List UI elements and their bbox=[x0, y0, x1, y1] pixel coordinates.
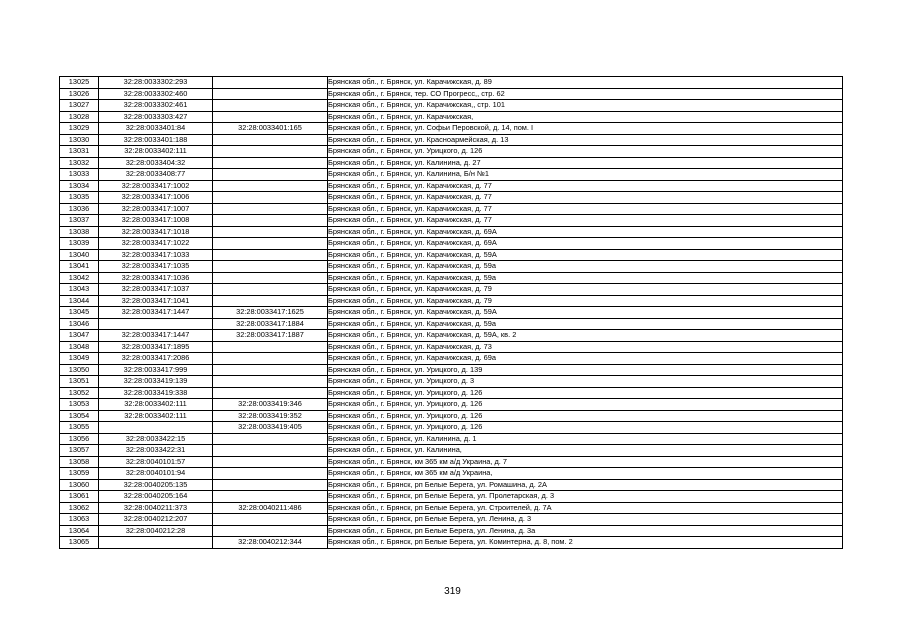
row-number-cell: 13064 bbox=[60, 525, 99, 537]
row-number-cell: 13039 bbox=[60, 238, 99, 250]
registry-table-body bbox=[60, 77, 843, 549]
cadastral-number-cell: 32:28:0033303:427 bbox=[99, 111, 213, 123]
table-row bbox=[60, 537, 843, 549]
table-row bbox=[60, 376, 843, 388]
address-cell: Брянская обл., г. Брянск, ул. Софьи Перовской, д. 14, пом. I bbox=[328, 123, 843, 135]
table-row bbox=[60, 111, 843, 123]
address-cell: Брянская обл., г. Брянск, ул. Карачижская, д. 77 bbox=[328, 203, 843, 215]
parent-cadastral-cell bbox=[213, 226, 328, 238]
parent-cadastral-cell bbox=[213, 215, 328, 227]
address-cell: Брянская обл., г. Брянск, ул. Калинина, д. 1 bbox=[328, 433, 843, 445]
row-number-cell: 13043 bbox=[60, 284, 99, 296]
table-row bbox=[60, 514, 843, 526]
table-row bbox=[60, 445, 843, 457]
row-number-cell: 13026 bbox=[60, 88, 99, 100]
cadastral-number-cell: 32:28:0033402:111 bbox=[99, 410, 213, 422]
address-cell: Брянская обл., г. Брянск, ул. Калинина, д. 27 bbox=[328, 157, 843, 169]
cadastral-number-cell: 32:28:0040205:164 bbox=[99, 491, 213, 503]
parent-cadastral-cell: 32:28:0033417:1884 bbox=[213, 318, 328, 330]
row-number-cell: 13044 bbox=[60, 295, 99, 307]
parent-cadastral-cell: 32:28:0033419:405 bbox=[213, 422, 328, 434]
cadastral-number-cell: 32:28:0033417:1036 bbox=[99, 272, 213, 284]
parent-cadastral-cell: 32:28:0033417:1887 bbox=[213, 330, 328, 342]
parent-cadastral-cell bbox=[213, 491, 328, 503]
table-row bbox=[60, 192, 843, 204]
row-number-cell: 13031 bbox=[60, 146, 99, 158]
parent-cadastral-cell bbox=[213, 249, 328, 261]
row-number-cell: 13056 bbox=[60, 433, 99, 445]
cadastral-number-cell: 32:28:0033417:1033 bbox=[99, 249, 213, 261]
cadastral-number-cell: 32:28:0033401:84 bbox=[99, 123, 213, 135]
address-cell: Брянская обл., г. Брянск, ул. Урицкого, д. 126 bbox=[328, 410, 843, 422]
cadastral-number-cell: 32:28:0033402:111 bbox=[99, 399, 213, 411]
address-cell: Брянская обл., г. Брянск, ул. Карачижская, д. 59а bbox=[328, 261, 843, 273]
cadastral-number-cell: 32:28:0033417:1895 bbox=[99, 341, 213, 353]
cadastral-number-cell: 32:28:0033417:1006 bbox=[99, 192, 213, 204]
cadastral-number-cell: 32:28:0033417:1018 bbox=[99, 226, 213, 238]
table-row bbox=[60, 468, 843, 480]
cadastral-number-cell: 32:28:0033417:1035 bbox=[99, 261, 213, 273]
address-cell: Брянская обл., г. Брянск, ул. Урицкого, д. 3 bbox=[328, 376, 843, 388]
table-row bbox=[60, 169, 843, 181]
row-number-cell: 13049 bbox=[60, 353, 99, 365]
address-cell: Брянская обл., г. Брянск, ул. Карачижская, д. 73 bbox=[328, 341, 843, 353]
parent-cadastral-cell bbox=[213, 353, 328, 365]
table-row bbox=[60, 157, 843, 169]
row-number-cell: 13035 bbox=[60, 192, 99, 204]
address-cell: Брянская обл., г. Брянск, ул. Карачижская, д. 79 bbox=[328, 295, 843, 307]
cadastral-number-cell: 32:28:0033417:1041 bbox=[99, 295, 213, 307]
address-cell: Брянская обл., г. Брянск, рп Белые Берега, ул. Ленина, д. 3 bbox=[328, 514, 843, 526]
parent-cadastral-cell bbox=[213, 180, 328, 192]
cadastral-number-cell: 32:28:0033417:1022 bbox=[99, 238, 213, 250]
address-cell: Брянская обл., г. Брянск, ул. Карачижская, д. 59а bbox=[328, 272, 843, 284]
parent-cadastral-cell bbox=[213, 203, 328, 215]
address-cell: Брянская обл., г. Брянск, ул. Карачижская, д. 69а bbox=[328, 353, 843, 365]
parent-cadastral-cell bbox=[213, 364, 328, 376]
address-cell: Брянская обл., г. Брянск, ул. Карачижская, bbox=[328, 111, 843, 123]
address-cell: Брянская обл., г. Брянск, ул. Карачижская, д. 59а bbox=[328, 318, 843, 330]
address-cell: Брянская обл., г. Брянск, ул. Карачижская, д. 59А bbox=[328, 249, 843, 261]
table-row bbox=[60, 479, 843, 491]
address-cell: Брянская обл., г. Брянск, ул. Урицкого, д. 126 bbox=[328, 387, 843, 399]
address-cell: Брянская обл., г. Брянск, рп Белые Берега, ул. Строителей, д. 7А bbox=[328, 502, 843, 514]
address-cell: Брянская обл., г. Брянск, рп Белые Берега, ул. Ленина, д. 3а bbox=[328, 525, 843, 537]
cadastral-number-cell: 32:28:0033417:1037 bbox=[99, 284, 213, 296]
table-row bbox=[60, 180, 843, 192]
row-number-cell: 13028 bbox=[60, 111, 99, 123]
address-cell: Брянская обл., г. Брянск, ул. Карачижская, д. 69А bbox=[328, 238, 843, 250]
cadastral-number-cell bbox=[99, 537, 213, 549]
cadastral-number-cell: 32:28:0033408:77 bbox=[99, 169, 213, 181]
row-number-cell: 13060 bbox=[60, 479, 99, 491]
row-number-cell: 13050 bbox=[60, 364, 99, 376]
table-row bbox=[60, 399, 843, 411]
row-number-cell: 13051 bbox=[60, 376, 99, 388]
table-row bbox=[60, 295, 843, 307]
table-row bbox=[60, 146, 843, 158]
row-number-cell: 13045 bbox=[60, 307, 99, 319]
cadastral-number-cell: 32:28:0033417:1007 bbox=[99, 203, 213, 215]
row-number-cell: 13027 bbox=[60, 100, 99, 112]
parent-cadastral-cell bbox=[213, 341, 328, 353]
address-cell: Брянская обл., г. Брянск, ул. Карачижская, д. 59А, кв. 2 bbox=[328, 330, 843, 342]
cadastral-number-cell: 32:28:0033402:111 bbox=[99, 146, 213, 158]
table-row bbox=[60, 456, 843, 468]
cadastral-number-cell: 32:28:0033422:15 bbox=[99, 433, 213, 445]
table-row bbox=[60, 307, 843, 319]
address-cell: Брянская обл., г. Брянск, тер. СО Прогресс,, стр. 62 bbox=[328, 88, 843, 100]
parent-cadastral-cell bbox=[213, 238, 328, 250]
row-number-cell: 13041 bbox=[60, 261, 99, 273]
table-row bbox=[60, 100, 843, 112]
table-row bbox=[60, 261, 843, 273]
cadastral-number-cell: 32:28:0040212:207 bbox=[99, 514, 213, 526]
cadastral-number-cell: 32:28:0040205:135 bbox=[99, 479, 213, 491]
table-row bbox=[60, 203, 843, 215]
row-number-cell: 13053 bbox=[60, 399, 99, 411]
cadastral-number-cell: 32:28:0033302:461 bbox=[99, 100, 213, 112]
parent-cadastral-cell bbox=[213, 100, 328, 112]
row-number-cell: 13055 bbox=[60, 422, 99, 434]
address-cell: Брянская обл., г. Брянск, рп Белые Берега, ул. Коминтерна, д. 8, пом. 2 bbox=[328, 537, 843, 549]
cadastral-number-cell bbox=[99, 318, 213, 330]
row-number-cell: 13052 bbox=[60, 387, 99, 399]
parent-cadastral-cell bbox=[213, 468, 328, 480]
address-cell: Брянская обл., г. Брянск, ул. Карачижская, д. 59А bbox=[328, 307, 843, 319]
cadastral-number-cell: 32:28:0033417:1447 bbox=[99, 330, 213, 342]
row-number-cell: 13058 bbox=[60, 456, 99, 468]
row-number-cell: 13025 bbox=[60, 77, 99, 89]
parent-cadastral-cell bbox=[213, 445, 328, 457]
row-number-cell: 13062 bbox=[60, 502, 99, 514]
table-row bbox=[60, 422, 843, 434]
address-cell: Брянская обл., г. Брянск, рп Белые Берега, ул. Пролетарская, д. 3 bbox=[328, 491, 843, 503]
cadastral-number-cell: 32:28:0033419:338 bbox=[99, 387, 213, 399]
cadastral-number-cell: 32:28:0033404:32 bbox=[99, 157, 213, 169]
row-number-cell: 13048 bbox=[60, 341, 99, 353]
cadastral-number-cell: 32:28:0040211:373 bbox=[99, 502, 213, 514]
address-cell: Брянская обл., г. Брянск, ул. Карачижская, д. 79 bbox=[328, 284, 843, 296]
cadastral-number-cell: 32:28:0033302:460 bbox=[99, 88, 213, 100]
row-number-cell: 13036 bbox=[60, 203, 99, 215]
parent-cadastral-cell bbox=[213, 525, 328, 537]
parent-cadastral-cell bbox=[213, 77, 328, 89]
parent-cadastral-cell bbox=[213, 88, 328, 100]
cadastral-number-cell: 32:28:0033417:1008 bbox=[99, 215, 213, 227]
parent-cadastral-cell bbox=[213, 272, 328, 284]
address-cell: Брянская обл., г. Брянск, рп Белые Берега, ул. Ромашина, д. 2А bbox=[328, 479, 843, 491]
table-row bbox=[60, 238, 843, 250]
address-cell: Брянская обл., г. Брянск, ул. Калинина, bbox=[328, 445, 843, 457]
address-cell: Брянская обл., г. Брянск, ул. Карачижская, д. 69А bbox=[328, 226, 843, 238]
row-number-cell: 13059 bbox=[60, 468, 99, 480]
table-row bbox=[60, 318, 843, 330]
parent-cadastral-cell: 32:28:0040212:344 bbox=[213, 537, 328, 549]
address-cell: Брянская обл., г. Брянск, ул. Урицкого, д. 126 bbox=[328, 399, 843, 411]
cadastral-number-cell: 32:28:0033417:2086 bbox=[99, 353, 213, 365]
parent-cadastral-cell bbox=[213, 284, 328, 296]
row-number-cell: 13042 bbox=[60, 272, 99, 284]
table-row bbox=[60, 353, 843, 365]
parent-cadastral-cell bbox=[213, 479, 328, 491]
parent-cadastral-cell bbox=[213, 261, 328, 273]
row-number-cell: 13061 bbox=[60, 491, 99, 503]
table-row bbox=[60, 272, 843, 284]
address-cell: Брянская обл., г. Брянск, ул. Карачижская, д. 77 bbox=[328, 215, 843, 227]
address-cell: Брянская обл., г. Брянск, ул. Калинина, Б/н №1 bbox=[328, 169, 843, 181]
address-cell: Брянская обл., г. Брянск, ул. Карачижская, д. 89 bbox=[328, 77, 843, 89]
table-row bbox=[60, 502, 843, 514]
registry-table bbox=[59, 76, 843, 549]
row-number-cell: 13057 bbox=[60, 445, 99, 457]
cadastral-number-cell: 32:28:0033302:293 bbox=[99, 77, 213, 89]
cadastral-number-cell: 32:28:0033401:188 bbox=[99, 134, 213, 146]
parent-cadastral-cell bbox=[213, 111, 328, 123]
row-number-cell: 13034 bbox=[60, 180, 99, 192]
address-cell: Брянская обл., г. Брянск, км 365 км а/д Украина, д. 7 bbox=[328, 456, 843, 468]
address-cell: Брянская обл., г. Брянск, ул. Красноармейская, д. 13 bbox=[328, 134, 843, 146]
row-number-cell: 13030 bbox=[60, 134, 99, 146]
parent-cadastral-cell bbox=[213, 169, 328, 181]
table-row bbox=[60, 364, 843, 376]
row-number-cell: 13040 bbox=[60, 249, 99, 261]
table-row bbox=[60, 88, 843, 100]
parent-cadastral-cell bbox=[213, 514, 328, 526]
table-row bbox=[60, 491, 843, 503]
parent-cadastral-cell: 32:28:0033401:165 bbox=[213, 123, 328, 135]
address-cell: Брянская обл., г. Брянск, ул. Карачижская,, стр. 101 bbox=[328, 100, 843, 112]
address-cell: Брянская обл., г. Брянск, км 365 км а/д Украина, bbox=[328, 468, 843, 480]
table-row bbox=[60, 433, 843, 445]
parent-cadastral-cell bbox=[213, 433, 328, 445]
cadastral-number-cell: 32:28:0040101:94 bbox=[99, 468, 213, 480]
parent-cadastral-cell: 32:28:0033417:1625 bbox=[213, 307, 328, 319]
parent-cadastral-cell bbox=[213, 456, 328, 468]
table-row bbox=[60, 284, 843, 296]
row-number-cell: 13038 bbox=[60, 226, 99, 238]
table-row bbox=[60, 77, 843, 89]
cadastral-number-cell: 32:28:0033417:999 bbox=[99, 364, 213, 376]
parent-cadastral-cell bbox=[213, 295, 328, 307]
row-number-cell: 13047 bbox=[60, 330, 99, 342]
parent-cadastral-cell: 32:28:0040211:486 bbox=[213, 502, 328, 514]
parent-cadastral-cell bbox=[213, 192, 328, 204]
table-row bbox=[60, 341, 843, 353]
cadastral-number-cell: 32:28:0033417:1002 bbox=[99, 180, 213, 192]
address-cell: Брянская обл., г. Брянск, ул. Урицкого, д. 126 bbox=[328, 422, 843, 434]
cadastral-number-cell: 32:28:0040101:57 bbox=[99, 456, 213, 468]
parent-cadastral-cell bbox=[213, 376, 328, 388]
parent-cadastral-cell: 32:28:0033419:346 bbox=[213, 399, 328, 411]
table-row bbox=[60, 249, 843, 261]
table-row bbox=[60, 134, 843, 146]
cadastral-number-cell: 32:28:0040212:28 bbox=[99, 525, 213, 537]
address-cell: Брянская обл., г. Брянск, ул. Урицкого, д. 139 bbox=[328, 364, 843, 376]
cadastral-number-cell bbox=[99, 422, 213, 434]
row-number-cell: 13033 bbox=[60, 169, 99, 181]
parent-cadastral-cell: 32:28:0033419:352 bbox=[213, 410, 328, 422]
row-number-cell: 13063 bbox=[60, 514, 99, 526]
table-row bbox=[60, 330, 843, 342]
row-number-cell: 13037 bbox=[60, 215, 99, 227]
table-row bbox=[60, 123, 843, 135]
parent-cadastral-cell bbox=[213, 146, 328, 158]
table-row bbox=[60, 226, 843, 238]
table-row bbox=[60, 410, 843, 422]
cadastral-number-cell: 32:28:0033422:31 bbox=[99, 445, 213, 457]
table-row bbox=[60, 525, 843, 537]
parent-cadastral-cell bbox=[213, 157, 328, 169]
cadastral-number-cell: 32:28:0033419:139 bbox=[99, 376, 213, 388]
row-number-cell: 13032 bbox=[60, 157, 99, 169]
row-number-cell: 13054 bbox=[60, 410, 99, 422]
row-number-cell: 13065 bbox=[60, 537, 99, 549]
parent-cadastral-cell bbox=[213, 387, 328, 399]
parent-cadastral-cell bbox=[213, 134, 328, 146]
cadastral-number-cell: 32:28:0033417:1447 bbox=[99, 307, 213, 319]
row-number-cell: 13046 bbox=[60, 318, 99, 330]
address-cell: Брянская обл., г. Брянск, ул. Урицкого, д. 126 bbox=[328, 146, 843, 158]
address-cell: Брянская обл., г. Брянск, ул. Карачижская, д. 77 bbox=[328, 180, 843, 192]
page-number: 319 bbox=[444, 586, 461, 597]
table-row bbox=[60, 215, 843, 227]
row-number-cell: 13029 bbox=[60, 123, 99, 135]
address-cell: Брянская обл., г. Брянск, ул. Карачижская, д. 77 bbox=[328, 192, 843, 204]
document-page bbox=[59, 76, 843, 549]
table-row bbox=[60, 387, 843, 399]
